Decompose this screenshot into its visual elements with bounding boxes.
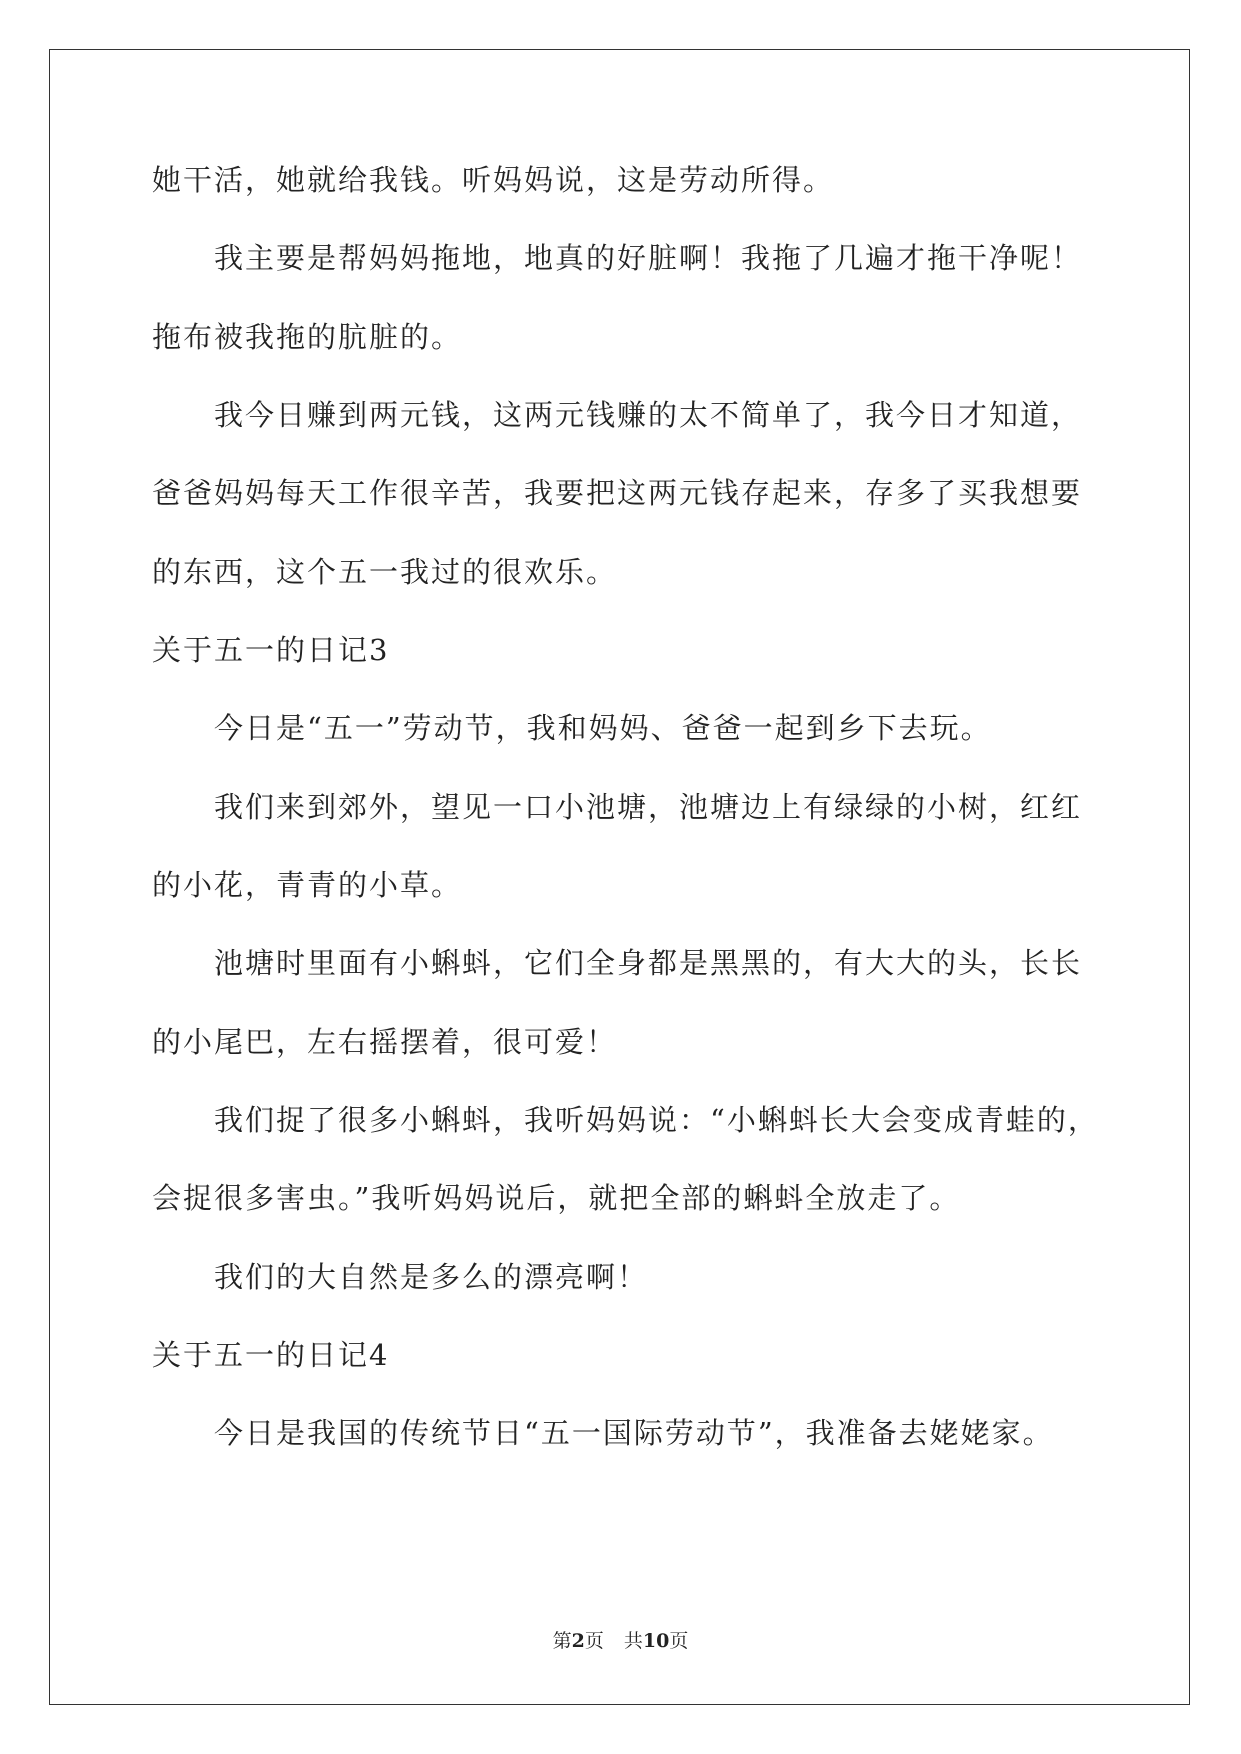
footer-page-prefix: 第	[552, 1630, 572, 1652]
paragraph-line: 我主要是帮妈妈拖地，地真的好脏啊！我拖了几遍才拖干净呢！	[214, 241, 1083, 275]
paragraph-line: 我们的大自然是多么的漂亮啊！	[214, 1260, 649, 1294]
footer-total-pages: 10	[642, 1630, 670, 1652]
paragraph-line: 今日是“五一”劳动节，我和妈妈、爸爸一起到乡下去玩。	[214, 711, 992, 745]
paragraph-line: 我今日赚到两元钱，这两元钱赚的太不简单了，我今日才知道，	[214, 398, 1083, 432]
paragraph-line: 的小尾巴，左右摇摆着，很可爱！	[152, 1025, 618, 1059]
paragraph-line: 她干活，她就给我钱。听妈妈说，这是劳动所得。	[152, 163, 835, 197]
paragraph-line: 池塘时里面有小蝌蚪，它们全身都是黑黑的，有大大的头，长长	[214, 946, 1083, 980]
paragraph-line: 会捉很多害虫。”我听妈妈说后，就把全部的蝌蚪全放走了。	[152, 1181, 961, 1215]
section-heading: 关于五一的日记3	[152, 633, 390, 667]
paragraph-line: 拖布被我拖的肮脏的。	[152, 320, 463, 354]
footer-page-number: 2	[571, 1630, 585, 1652]
paragraph-line: 我们捉了很多小蝌蚪，我听妈妈说：“小蝌蚪长大会变成青蛙的，	[214, 1103, 1099, 1137]
footer-total-prefix: 共	[623, 1630, 643, 1652]
paragraph-line: 我们来到郊外，望见一口小池塘，池塘边上有绿绿的小树，红红	[214, 790, 1083, 824]
section-heading: 关于五一的日记4	[152, 1338, 390, 1372]
paragraph-line: 爸爸妈妈每天工作很辛苦，我要把这两元钱存起来，存多了买我想要	[152, 476, 1083, 510]
footer-total-suffix: 页	[669, 1630, 689, 1652]
footer-page-suffix: 页	[584, 1630, 604, 1652]
paragraph-line: 的东西，这个五一我过的很欢乐。	[152, 555, 618, 589]
paragraph-line: 的小花，青青的小草。	[152, 868, 463, 902]
page-footer	[0, 1628, 1241, 1654]
paragraph-line: 今日是我国的传统节日“五一国际劳动节”，我准备去姥姥家。	[214, 1416, 1054, 1450]
